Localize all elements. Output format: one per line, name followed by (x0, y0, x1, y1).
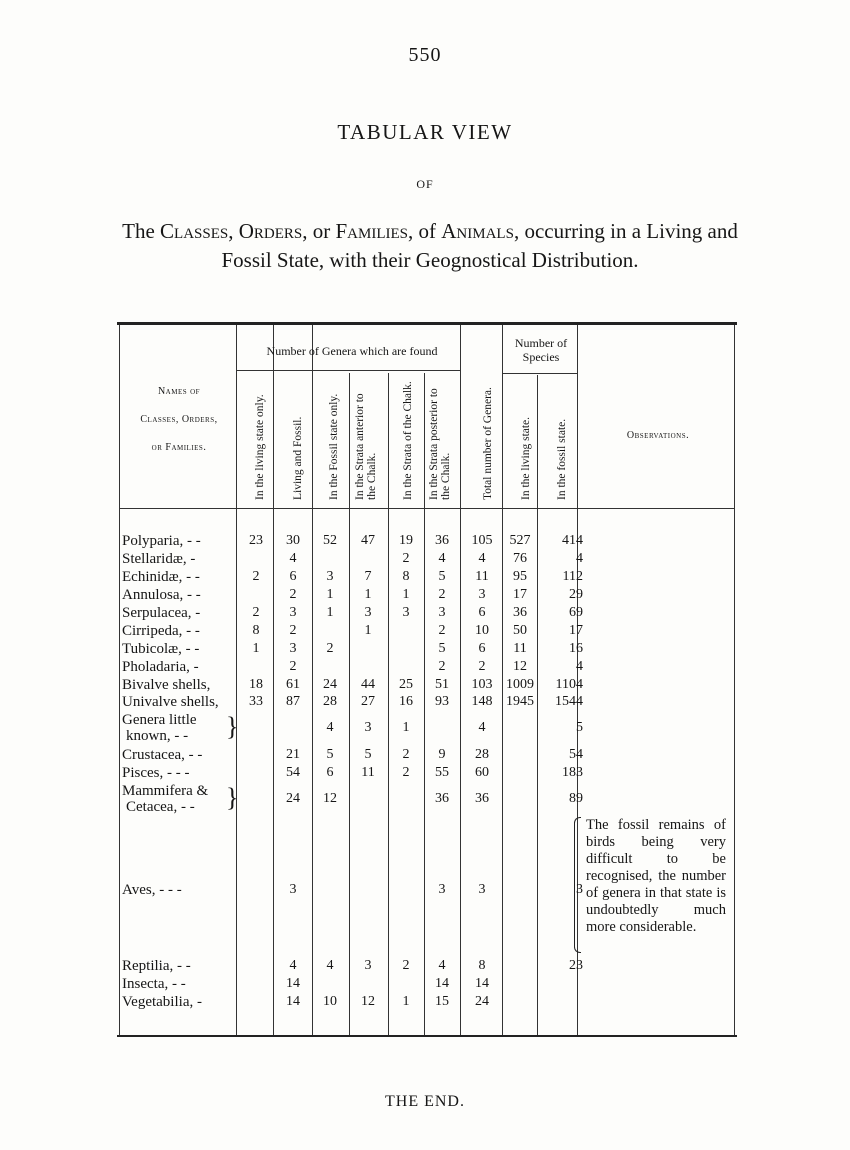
table-cell: 2 (402, 958, 410, 973)
row-label-line: Crustacea, - - (122, 747, 203, 763)
table-cell: 2 (402, 551, 410, 566)
table-cell: 3 (289, 641, 297, 656)
table-cell: 6 (289, 569, 297, 584)
table-cell: 2 (252, 605, 260, 620)
aves-observation: The fossil remains of birds being very difficult to be recognised, the number of genera in that state is undoubtedly much more considerable. (586, 817, 726, 935)
table-cell: 183 (562, 765, 583, 780)
table-cell: 1 (326, 587, 334, 602)
table-cell: 3 (326, 569, 334, 584)
table-cell: 2 (402, 747, 410, 762)
row-label-line: Univalve shells, (122, 694, 219, 710)
table-cell: 3 (364, 720, 372, 735)
row-label (122, 587, 201, 603)
row-label (122, 551, 195, 567)
table-cell: 3 (364, 605, 372, 620)
row-label (122, 958, 191, 974)
table-cell: 11 (513, 641, 527, 656)
page-heading: TABULAR VIEW (337, 120, 513, 144)
table-cell: 12 (323, 791, 337, 806)
table-cell: 52 (323, 533, 337, 548)
table-cell: 17 (569, 623, 583, 638)
table-cell: 23 (249, 533, 263, 548)
table-cell: 1 (402, 720, 410, 735)
table-cell: 16 (399, 694, 413, 709)
table-cell: 30 (286, 533, 300, 548)
column-header-text: Living and Fossil. (292, 416, 304, 500)
column-header (242, 380, 276, 500)
names-header (123, 378, 235, 462)
table-cell: 28 (475, 747, 489, 762)
row-label-line: Pholadaria, - (122, 659, 199, 675)
table-cell: 24 (286, 791, 300, 806)
table-cell: 3 (478, 882, 486, 897)
row-label (122, 641, 199, 657)
table-cell: 2 (402, 765, 410, 780)
table-cell: 4 (478, 720, 486, 735)
table-cell: 1 (364, 623, 372, 638)
row-label (122, 976, 186, 992)
table-cell: 1945 (506, 694, 534, 709)
table-cell: 2 (252, 569, 260, 584)
table-cell: 24 (475, 994, 489, 1009)
table-cell: 4 (438, 958, 446, 973)
row-label (122, 783, 208, 815)
column-header (316, 380, 350, 500)
table-cell: 69 (569, 605, 583, 620)
row-label-line: Echinidæ, - - (122, 569, 200, 585)
column-header-text: In the Strata of the Chalk. (402, 381, 414, 500)
subtitle (110, 217, 750, 275)
row-label-line: Serpulacea, - (122, 605, 201, 621)
subtitle-text: , (228, 219, 239, 243)
row-label (122, 677, 210, 693)
table-cell: 2 (289, 587, 297, 602)
table-cell: 7 (364, 569, 372, 584)
table-cell: 1 (402, 994, 410, 1009)
table-cell: 3 (438, 882, 446, 897)
row-label (122, 623, 200, 639)
table-cell: 17 (513, 587, 527, 602)
table-cell: 6 (478, 641, 486, 656)
table-cell: 4 (576, 659, 583, 674)
table-cell: 44 (361, 677, 375, 692)
observation-brace (574, 817, 581, 953)
table-cell: 54 (569, 747, 583, 762)
column-header-text: Total number of Genera. (482, 387, 494, 500)
label-brace: } (226, 783, 239, 812)
row-label (122, 994, 202, 1010)
table-cell: 14 (435, 976, 449, 991)
of-line: OF (416, 177, 434, 191)
table-cell: 8 (402, 569, 410, 584)
subtitle-text: , of (408, 219, 442, 243)
table-cell: 8 (478, 958, 486, 973)
table-cell: 36 (475, 791, 489, 806)
table-cell: 87 (286, 694, 300, 709)
table-cell: 16 (569, 641, 583, 656)
row-label-line: Cetacea, - - (126, 799, 195, 815)
row-label-line: Reptilia, - - (122, 958, 191, 974)
table-cell: 5 (438, 641, 446, 656)
subtitle-smallcaps-word: Animals (441, 219, 514, 243)
table-cell: 3 (576, 882, 583, 897)
table-cell: 4 (438, 551, 446, 566)
row-label (122, 694, 219, 710)
table-cell: 5 (438, 569, 446, 584)
table-cell: 3 (438, 605, 446, 620)
table-cell: 2 (326, 641, 334, 656)
table-cell: 76 (513, 551, 527, 566)
table-cell: 4 (576, 551, 583, 566)
table-cell: 2 (289, 623, 297, 638)
table-cell: 89 (569, 791, 583, 806)
column-header (390, 380, 424, 500)
column-header-text: In the Fossil state only. (328, 393, 340, 500)
table-cell: 1 (402, 587, 410, 602)
table-cell: 10 (323, 994, 337, 1009)
table-cell: 4 (326, 958, 334, 973)
row-label-line: Insecta, - - (122, 976, 186, 992)
column-header (508, 380, 542, 500)
table-cell: 15 (435, 994, 449, 1009)
row-label (122, 533, 201, 549)
row-label-line: Bivalve shells, (122, 677, 211, 693)
table-cell: 148 (471, 694, 493, 709)
table-cell: 5 (576, 720, 583, 735)
column-header (354, 380, 388, 500)
table-cell: 8 (252, 623, 260, 638)
column-header-text: In the fossil state. (556, 418, 568, 500)
row-label-line: Tubicolæ, - - (122, 641, 200, 657)
the-end: THE END. (385, 1093, 465, 1110)
column-header-text: In the living state only. (254, 394, 266, 500)
table-cell: 29 (569, 587, 583, 602)
row-label-line: Vegetabilia, - (122, 994, 202, 1010)
subtitle-text: , or (302, 219, 336, 243)
subtitle-smallcaps-word: Orders (238, 219, 303, 243)
table-cell: 3 (364, 958, 372, 973)
subtitle-text: , occurring in a Living and Fossil State, with their Geognostical Distribution. (221, 219, 738, 272)
table-cell: 2 (438, 659, 446, 674)
column-header-text: In the Strata anterior to the Chalk. (354, 393, 378, 500)
table-cell: 14 (286, 994, 300, 1009)
table-cell: 3 (289, 605, 297, 620)
table-cell: 4 (289, 958, 297, 973)
table-cell: 414 (562, 533, 583, 548)
table-cell: 6 (326, 765, 334, 780)
row-label (122, 605, 200, 621)
table-cell: 21 (286, 747, 300, 762)
table-cell: 18 (249, 677, 263, 692)
names-header-line: or Families. (151, 442, 207, 453)
row-label-line: Mammifera & (122, 783, 209, 799)
column-header (470, 372, 504, 500)
table-cell: 112 (562, 569, 583, 584)
table-cell: 19 (399, 533, 413, 548)
table-cell: 36 (513, 605, 527, 620)
table-cell: 5 (364, 747, 372, 762)
table-cell: 24 (323, 677, 337, 692)
table-cell: 12 (361, 994, 375, 1009)
row-label (122, 712, 197, 744)
subtitle-text: The (122, 219, 161, 243)
row-label-line: Aves, - - - (122, 882, 182, 898)
table-cell: 61 (286, 677, 300, 692)
table-cell: 527 (509, 533, 531, 548)
table-cell: 1104 (555, 677, 583, 692)
row-label-line: Genera little (122, 712, 197, 728)
table-cell: 25 (399, 677, 413, 692)
table-cell: 3 (402, 605, 410, 620)
species-group-header: Number of Species (514, 336, 568, 364)
table-cell: 50 (513, 623, 527, 638)
row-label-line: Pisces, - - - (122, 765, 190, 781)
table-cell: 14 (286, 976, 300, 991)
row-label-line: known, - - (126, 728, 189, 744)
subtitle-smallcaps-word: Classes (160, 219, 229, 243)
table-cell: 2 (478, 659, 486, 674)
table-cell: 6 (478, 605, 486, 620)
table-cell: 10 (475, 623, 489, 638)
row-label-line: Polyparia, - - (122, 533, 201, 549)
table-cell: 12 (513, 659, 527, 674)
table-cell: 23 (569, 958, 583, 973)
table-cell: 95 (513, 569, 527, 584)
observations-header: Observations. (626, 430, 690, 441)
table-cell: 4 (478, 551, 486, 566)
names-header-line: Classes, Orders, (140, 414, 218, 425)
row-label (122, 765, 190, 781)
row-label (122, 882, 182, 898)
row-label (122, 659, 199, 675)
table-cell: 51 (435, 677, 449, 692)
column-header (428, 380, 462, 500)
table-cell: 103 (471, 677, 493, 692)
row-label-line: Stellaridæ, - (122, 551, 196, 567)
table-cell: 4 (289, 551, 297, 566)
label-brace: } (226, 712, 239, 741)
table-cell: 60 (475, 765, 489, 780)
table-cell: 14 (475, 976, 489, 991)
page-number: 550 (408, 44, 442, 66)
table-cell: 2 (438, 587, 446, 602)
row-label-line: Annulosa, - - (122, 587, 201, 603)
table-cell: 1544 (555, 694, 583, 709)
table-cell: 3 (478, 587, 486, 602)
table-cell: 1 (326, 605, 334, 620)
names-header-line: Names of (157, 386, 201, 397)
row-label-line: Cirripeda, - - (122, 623, 200, 639)
table-cell: 2 (438, 623, 446, 638)
column-header-text: In the Strata posterior to the Chalk. (428, 388, 452, 500)
table-cell: 11 (361, 765, 375, 780)
column-header (544, 380, 578, 500)
table-cell: 47 (361, 533, 375, 548)
table-cell: 1 (252, 641, 260, 656)
column-header-text: In the living state. (520, 416, 532, 500)
table-cell: 36 (435, 791, 449, 806)
table-cell: 55 (435, 765, 449, 780)
table-cell: 28 (323, 694, 337, 709)
table-cell: 2 (289, 659, 297, 674)
row-label (122, 569, 200, 585)
table-cell: 54 (286, 765, 300, 780)
row-label (122, 747, 202, 763)
table-cell: 36 (435, 533, 449, 548)
table-cell: 9 (438, 747, 446, 762)
table-cell: 11 (475, 569, 489, 584)
table-cell: 1 (364, 587, 372, 602)
table-cell: 3 (289, 882, 297, 897)
column-header (280, 380, 314, 500)
subtitle-smallcaps-word: Families (335, 219, 409, 243)
table-cell: 33 (249, 694, 263, 709)
table-cell: 1009 (506, 677, 534, 692)
genera-group-header: Number of Genera which are found (266, 344, 438, 358)
table-cell: 105 (471, 533, 493, 548)
table-cell: 5 (326, 747, 334, 762)
table-cell: 27 (361, 694, 375, 709)
table-cell: 4 (326, 720, 334, 735)
table-cell: 93 (435, 694, 449, 709)
